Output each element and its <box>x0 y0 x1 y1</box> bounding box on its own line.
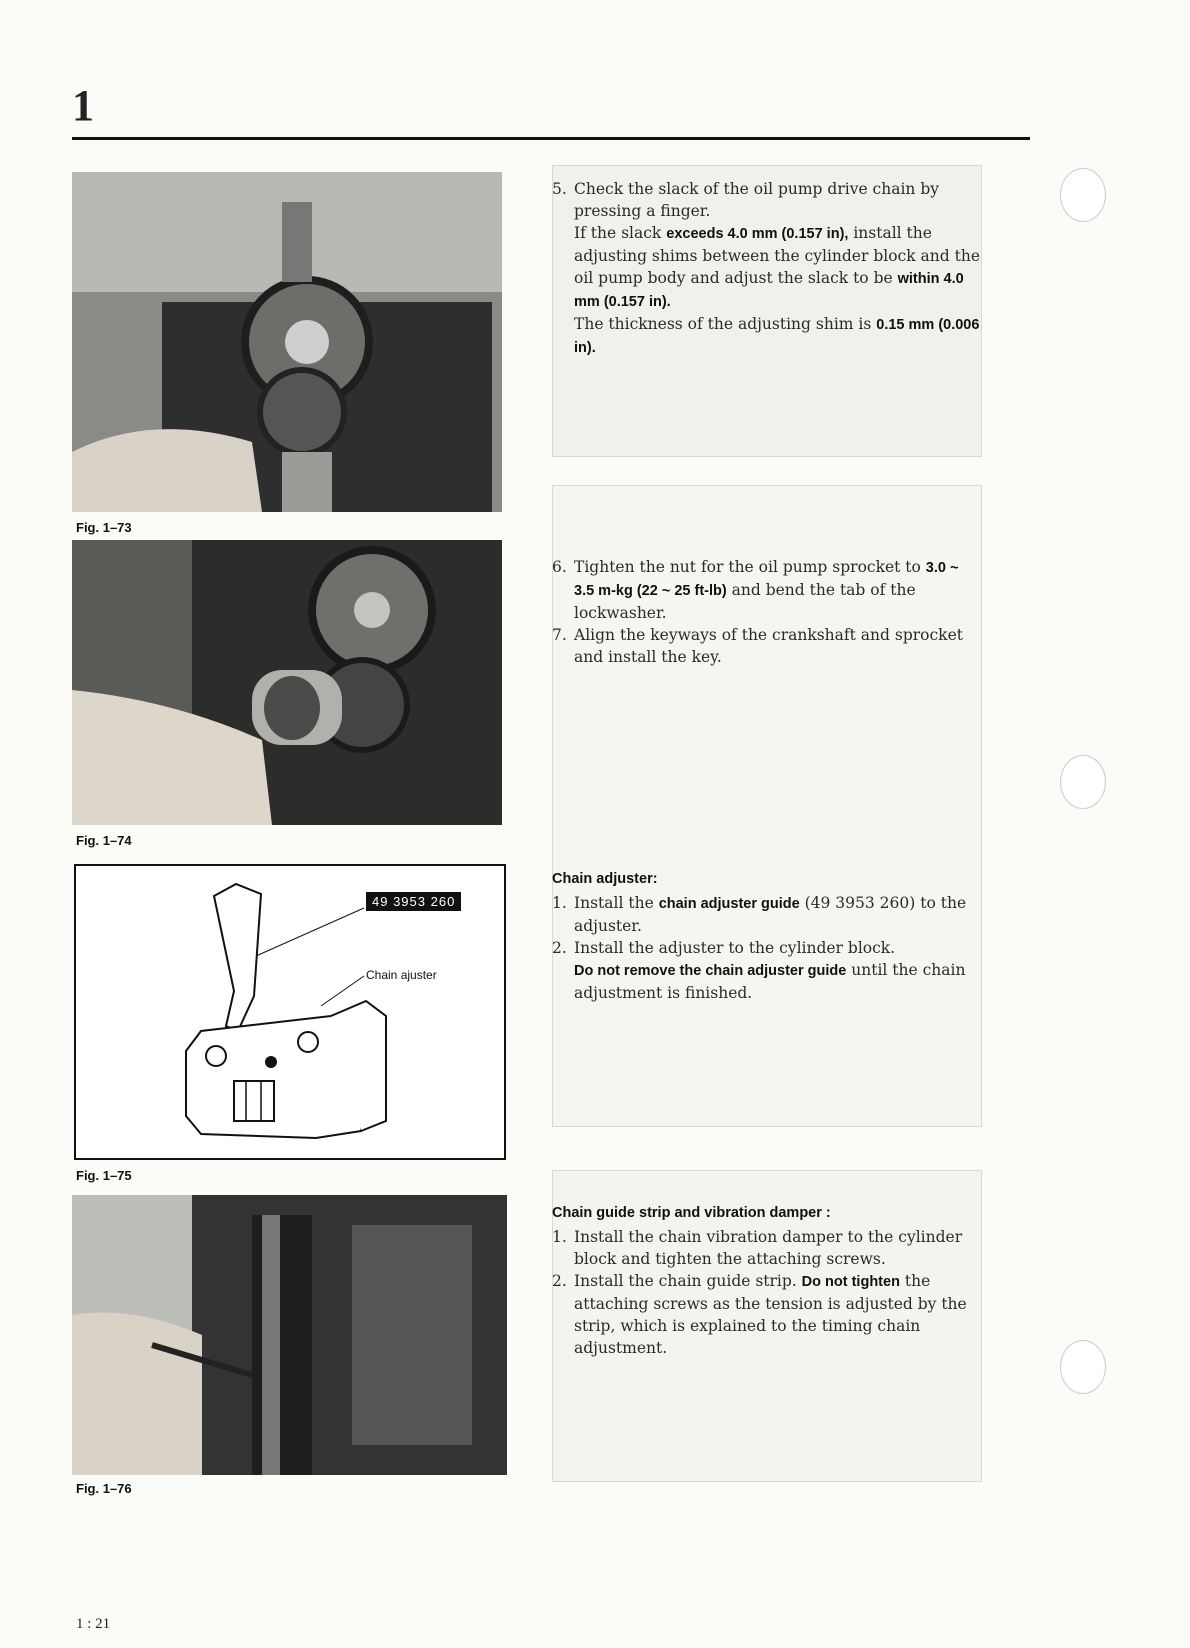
step-5-number: 5. <box>552 180 567 198</box>
chain-guide-strip-item-1-number: 1. <box>552 1228 567 1246</box>
step-5-text-2: If the slack <box>574 224 667 242</box>
chain-guide-strip-item-2-number: 2. <box>552 1272 567 1290</box>
chain-adjuster-item-1-bold: chain adjuster guide <box>658 896 800 912</box>
figure-caption-1-75: Fig. 1–75 <box>76 1168 132 1183</box>
step-5-text-4: The thickness of the adjusting shim is <box>574 315 877 333</box>
photo-fig-1-73 <box>72 172 502 512</box>
chapter-number: 1 <box>72 81 94 130</box>
step-6 <box>552 556 980 624</box>
binder-hole-bottom <box>1060 1340 1106 1394</box>
step-6-text: Tighten the nut for the oil pump sprocket to <box>574 558 926 576</box>
step-5-bold-within: within 4.0 mm (0.157 in). <box>574 271 964 310</box>
step-5-bold-thickness: 0.15 mm (0.006 in). <box>574 317 980 356</box>
figure-caption-1-74: Fig. 1–74 <box>76 833 132 848</box>
binder-hole-middle <box>1060 755 1106 809</box>
chain-guide-strip-heading: Chain guide strip and vibration damper : <box>552 1205 831 1221</box>
chain-guide-strip-item-2 <box>552 1270 984 1359</box>
page-number: 1 : 21 <box>76 1616 111 1632</box>
step-5-block <box>552 178 980 359</box>
binder-hole-top <box>1060 168 1106 222</box>
step-5-bold-exceeds: exceeds 4.0 mm (0.157 in), <box>666 226 849 242</box>
step-6-bold-torque: 3.0 ~ 3.5 m-kg (22 ~ 25 ft-lb) <box>574 560 959 599</box>
chain-guide-strip-section <box>552 1202 984 1359</box>
chain-adjuster-item-2 <box>552 937 984 1004</box>
chain-guide-strip-item-2-bold: Do not tighten <box>801 1274 900 1290</box>
step-6-text-2: and bend the tab of the lockwasher. <box>574 581 916 622</box>
step-5-text-3: install the adjusting shims between the cylinder block and the oil pump body and adjust the slack to be <box>574 224 980 287</box>
step-7-text: Align the keyways of the crankshaft and sprocket and install the key. <box>574 626 963 666</box>
figure-caption-1-73: Fig. 1–73 <box>76 520 132 535</box>
chain-adjuster-heading: Chain adjuster: <box>552 871 658 887</box>
chain-adjuster-item-1-number: 1. <box>552 894 567 912</box>
photo-fig-1-74 <box>72 540 502 825</box>
chain-adjuster-callout: Chain ajuster <box>366 968 437 982</box>
photo-fig-1-76 <box>72 1195 507 1475</box>
chain-guide-strip-item-1-text: Install the chain vibration damper to the cylinder block and tighten the attaching screws. <box>574 1228 963 1268</box>
diagram-fig-1-75 <box>74 864 506 1160</box>
chain-adjuster-item-1 <box>552 892 984 937</box>
chain-guide-strip-item-2-text: Install the chain guide strip. <box>574 1272 802 1290</box>
chain-guide-strip-item-2-text-2: the attaching screws as the tension is adjusted by the strip, which is explained to the timing chain adjustment. <box>574 1272 967 1357</box>
step-7 <box>552 624 980 668</box>
chain-adjuster-section <box>552 868 984 1004</box>
step-5-text: Check the slack of the oil pump drive chain by pressing a finger. <box>574 180 940 220</box>
figure-caption-1-76: Fig. 1–76 <box>76 1481 132 1496</box>
steps-6-7-block <box>552 556 980 668</box>
chain-adjuster-item-2-bold: Do not remove the chain adjuster guide <box>574 963 847 979</box>
part-number-label: 49 3953 260 <box>366 892 461 911</box>
header-rule <box>72 137 1030 140</box>
step-7-number: 7. <box>552 626 567 644</box>
step-5 <box>552 178 980 359</box>
chain-guide-strip-item-1 <box>552 1226 984 1270</box>
step-6-number: 6. <box>552 558 567 576</box>
chain-adjuster-item-1-text: Install the <box>574 894 659 912</box>
chain-adjuster-item-2-text: Install the adjuster to the cylinder block. <box>574 939 896 957</box>
chain-adjuster-item-2-text-2: until the chain adjustment is finished. <box>574 961 966 1002</box>
chain-adjuster-item-1-text-2: (49 3953 260) to the adjuster. <box>574 894 967 935</box>
chain-adjuster-item-2-number: 2. <box>552 939 567 957</box>
